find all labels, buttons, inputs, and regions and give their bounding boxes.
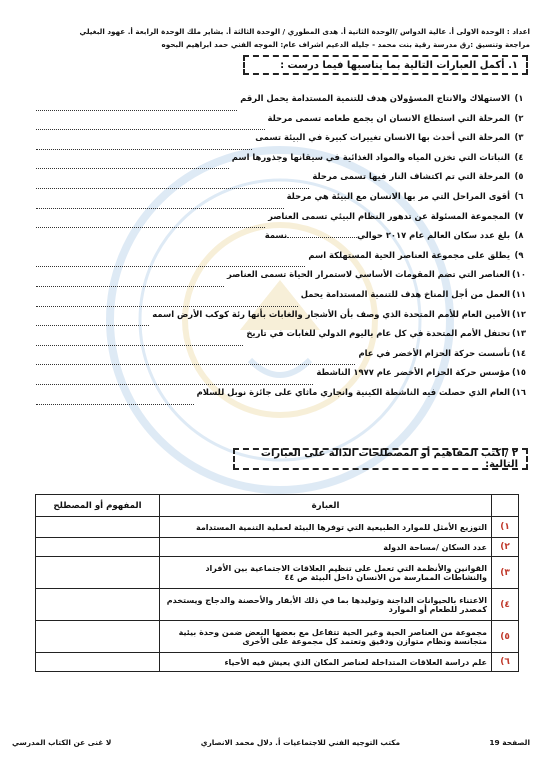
completion-questions-list [36,93,528,407]
question-number: ١١) [511,288,527,299]
row-statement: الاعتناء بالحيوانات الداجنة وتوليدها بما في ذلك الأبقار والأحصنة والدجاج ويستخدم كمصدر للطعام أو الموارد [160,589,492,621]
table-row [36,557,519,589]
question-text: العمل من أجل المناخ هدف للتنمية المستدامة يحمل [300,288,510,299]
question-number: ١) [514,93,524,103]
table-row [36,653,519,672]
table-header-num [492,495,519,517]
question-item [36,93,528,113]
answer-blank[interactable] [36,403,194,405]
row-statement: عدد السكان /مساحة الدولة [160,538,492,557]
row-statement: القوانين والأنظمة التي تعمل على تنظيم العلاقات الاجتماعية بين الأفراد والنشاطات الممارسة من الانسان داخل البيئة ص ٤٤ [160,557,492,589]
question-tail: نسمة [264,230,288,241]
answer-blank[interactable] [36,305,298,307]
question-item [36,250,528,270]
question-item [36,113,528,133]
section2-title: ٢ /اكتب المفاهيم أو المصطلحات الدالة على العبارات التالية: [260,448,518,470]
row-term-answer[interactable] [36,653,160,672]
answer-blank[interactable] [36,344,243,346]
question-item [36,152,528,172]
table-row [36,517,519,538]
answer-blank[interactable] [36,148,252,150]
question-text: المجموعة المسئولة عن تدهور النظام البيئي تسمى العناصر [268,210,510,221]
row-number: ٤) [492,589,519,621]
answer-blank[interactable] [36,265,305,267]
row-number: ٦) [492,653,519,672]
row-number: ٣) [492,557,519,589]
row-term-answer[interactable] [36,557,160,589]
question-number: ٢) [514,112,524,123]
answer-blank[interactable] [36,383,313,385]
table-header-row [36,495,519,517]
page-footer [12,738,530,747]
question-number: ١٦) [511,386,527,397]
row-number: ١) [492,517,519,538]
question-number: ١٣) [511,328,527,339]
question-text: النباتات التي تخزن المياه والمواد الغذائية في سيقانها وجذورها اسم [231,151,510,162]
answer-blank[interactable] [36,128,265,130]
question-text: يطلق على مجموعة العناصر الحية المستهلكة اسم [308,249,510,260]
question-text: أقوى المراحل التي مر بها الانسان مع البيئة هي مرحلة [286,190,510,201]
question-item [36,387,528,407]
question-item [36,269,528,289]
question-text: بلغ عدد سكان العالم عام ٢٠١٧ حوالي [357,230,510,241]
question-item [36,211,528,231]
table-row [36,589,519,621]
question-text: المرحلة التي استطاع الانسان ان يجمع طعامه تسمى مرحلة [267,112,510,123]
row-term-answer[interactable] [36,589,160,621]
question-text: العام الذي حصلت فيه الناشطة الكينية وانجاري ماثاي على جائزة نوبل للسلام [196,386,510,397]
question-number: ١٢) [511,308,527,319]
question-number: ٣) [514,132,524,143]
footer-page-number: الصفحة 19 [489,738,530,747]
section1-title: ١. أكمل العبارات التالية بما يناسبها فيما درست : [280,59,518,71]
table-header-term: المفهوم أو المصطلح [36,495,160,517]
table-row [36,621,519,653]
section1-title-box [243,55,528,75]
question-text: الاستهلاك والانتاج المسؤولان هدف للتنمية المستدامة يحمل الرقم [240,93,510,103]
answer-blank[interactable] [36,187,309,189]
question-item [36,309,528,329]
question-number: ٨) [514,230,524,241]
table-row [36,538,519,557]
question-text: تحتفل الأمم المتحدة في كل عام باليوم الدولي للغابات في تاريخ [246,328,510,339]
answer-blank[interactable] [36,167,229,169]
footer-note: لا غنى عن الكتاب المدرسي [12,738,112,747]
question-item [36,289,528,309]
question-item [36,348,528,368]
question-number: ١٤) [511,347,527,358]
answer-blank[interactable] [36,363,355,365]
row-number: ٢) [492,538,519,557]
question-number: ١٥) [511,367,527,378]
answer-blank[interactable] [36,109,237,111]
row-statement: علم دراسة العلاقات المتداخلة لعناصر المكان الذي يعيش فيه الأحياء [160,653,492,672]
question-number: ٤) [514,151,524,162]
row-term-answer[interactable] [36,517,160,538]
answer-blank[interactable] [36,226,265,228]
table-header-statement: العبارة [160,495,492,517]
answer-blank[interactable] [36,207,284,209]
row-statement: التوزيع الأمثل للموارد الطبيعية التي توفرها البيئة لعملية التنمية المستدامة [160,517,492,538]
question-text: المرحلة التي أحدث بها الانسان تغييرات كبيرة في البيئة تسمى [255,132,510,143]
question-item [36,132,528,152]
answer-blank[interactable] [36,324,149,326]
question-item [36,230,528,250]
header-supervision: مراجعة وتنسيق :رق مدرسة رقية بنت محمد - جليله الدعيم اشراف عام: الموجه الفني حمد ابراهيم البحوه [161,40,530,49]
header-authors: اعداد : الوحدة الاولى أ. عالية الدواس /الوحدة الثانية أ. هدى المطوري / الوحدة الثالثة أ. بشاير ملك الوحدة الرابعة أ. عهود البغيلي [79,27,530,36]
answer-blank[interactable] [287,236,357,238]
row-number: ٥) [492,621,519,653]
question-item [36,367,528,387]
section2-title-box [233,448,528,470]
row-term-answer[interactable] [36,621,160,653]
question-text: مؤسس حركة الحزام الأخضر عام ١٩٧٧ الناشطة [316,367,510,378]
row-term-answer[interactable] [36,538,160,557]
question-number: ٥) [514,171,524,182]
footer-office: مكتب التوجيه الفني للاجتماعيات أ. دلال محمد الانصاري [200,738,401,747]
question-text: العناصر التي تضم المقومات الأساسي لاستمرار الحياة تسمى العناصر [227,269,510,280]
question-text: الأمين العام للأمم المتحدة الذي وصف بأن الأشجار والغابات بأنها رئة كوكب الأرض اسمه [152,308,510,319]
question-text: المرحلة التي تم اكتشاف النار فيها تسمى مرحلة [312,171,510,182]
answer-blank[interactable] [36,285,224,287]
terms-table [35,494,519,672]
question-item [36,191,528,211]
question-number: ٩) [514,249,524,260]
question-number: ١٠) [511,269,527,280]
question-item [36,171,528,191]
question-text: تأسست حركة الحزام الأخضر في عام [358,347,510,358]
question-number: ٦) [514,190,524,201]
question-number: ٧) [514,210,524,221]
question-item [36,328,528,348]
row-statement: مجموعة من العناصر الحية وغير الحية تتفاعل مع بعضها البعض ضمن وحدة بيئية متجانسة ونظام متوازن ودقيق وتعتمد كل مجموعة على الأخرى [160,621,492,653]
